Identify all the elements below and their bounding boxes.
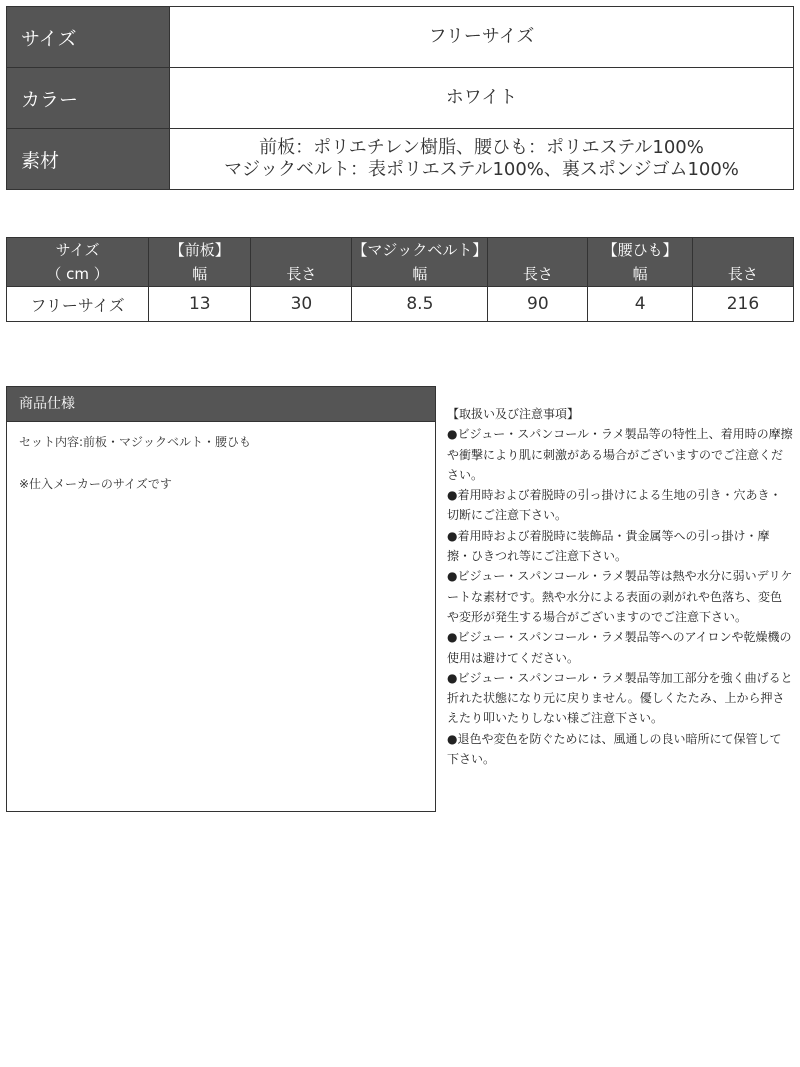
notes-heading: 【取扱い及び注意事項】 [447,407,580,421]
size-cell: 13 [149,287,251,322]
note-item: ●ビジュー・スパンコール・ラメ製品等の特性上、着用時の摩擦や衝撃により肌に刺激がある場合がございますのでご注意ください。 [447,427,793,482]
spec-body [7,422,435,504]
material-line: マジックベルト：表ポリエステル100%、裏スポンジゴム100% [224,159,739,180]
length-label: 長さ [727,265,758,283]
width-label: 幅 [192,265,208,283]
header-front-length [251,238,352,287]
size-table [6,237,794,322]
spec-title: 商品仕様 [7,387,435,422]
header-belt-length [488,238,588,287]
info-row-size [7,7,794,68]
info-label-size: サイズ [7,7,170,68]
product-info-table [6,6,794,190]
note-item: ●退色や変色を防ぐためには、風通しの良い暗所にて保管して下さい。 [447,731,782,767]
size-header-label [7,238,149,287]
width-label: 幅 [632,265,648,283]
length-label: 長さ [286,265,317,283]
product-spec-box [6,386,436,812]
width-label: 幅 [412,265,428,283]
set-contents: セット内容:前板・マジックベルト・腰ひも [19,435,252,449]
group-label-front-plate: 【前板】 [169,241,230,259]
info-label-material: 素材 [7,129,170,190]
info-label-color: カラー [7,68,170,129]
note-item: ●着用時および着脱時に装飾品・貴金属等への引っ掛け・摩擦・ひきつれ等にご注意下さい。 [447,528,770,564]
info-value-material [170,129,794,190]
note-item: ●着用時および着脱時の引っ掛けによる生地の引き・穴あき・切断にご注意下さい。 [447,488,782,523]
header-front-width [149,238,251,287]
size-cell: 30 [251,287,352,322]
size-row-label: フリーサイズ [7,287,149,322]
info-row-material [7,129,794,190]
note-item: ●ビジュー・スパンコール・ラメ製品等加工部分を強く曲げると折れた状態になり元に戻りません。優しくたたみ、上から押さえたり叩いたりしない様ご注意下さい。 [447,670,793,726]
group-label-waist-string: 【腰ひも】 [602,241,678,259]
care-notes [447,404,793,769]
material-line: 前板：ポリエチレン樹脂、腰ひも：ポリエステル100% [259,137,704,158]
length-label: 長さ [522,265,553,283]
info-value-color: ホワイト [170,68,794,129]
note-item: ●ビジュー・スパンコール・ラメ製品等へのアイロンや乾燥機の使用は避けてください。 [447,630,792,665]
info-row-color [7,68,794,129]
size-cell: 216 [692,287,793,322]
info-value-size: フリーサイズ [170,7,794,68]
size-cell: 8.5 [352,287,488,322]
group-label-magic-belt: 【マジックベルト】 [352,241,488,259]
size-cell: 90 [488,287,588,322]
size-table-row [7,287,794,322]
header-belt-width [352,238,488,287]
size-table-header [7,238,794,287]
spec-note: ※仕入メーカーのサイズです [19,477,172,491]
size-header-unit: （ cm ） [46,265,109,283]
size-cell: 4 [588,287,693,322]
note-item: ●ビジュー・スパンコール・ラメ製品等は熱や水分に弱いデリケートな素材です。熱や水分による表面の剥がれや色落ち、変色や変形が発生する場合がございますのでご注意下さい。 [447,569,793,624]
size-header-line: サイズ [55,241,100,259]
header-string-length [692,238,793,287]
header-string-width [588,238,693,287]
